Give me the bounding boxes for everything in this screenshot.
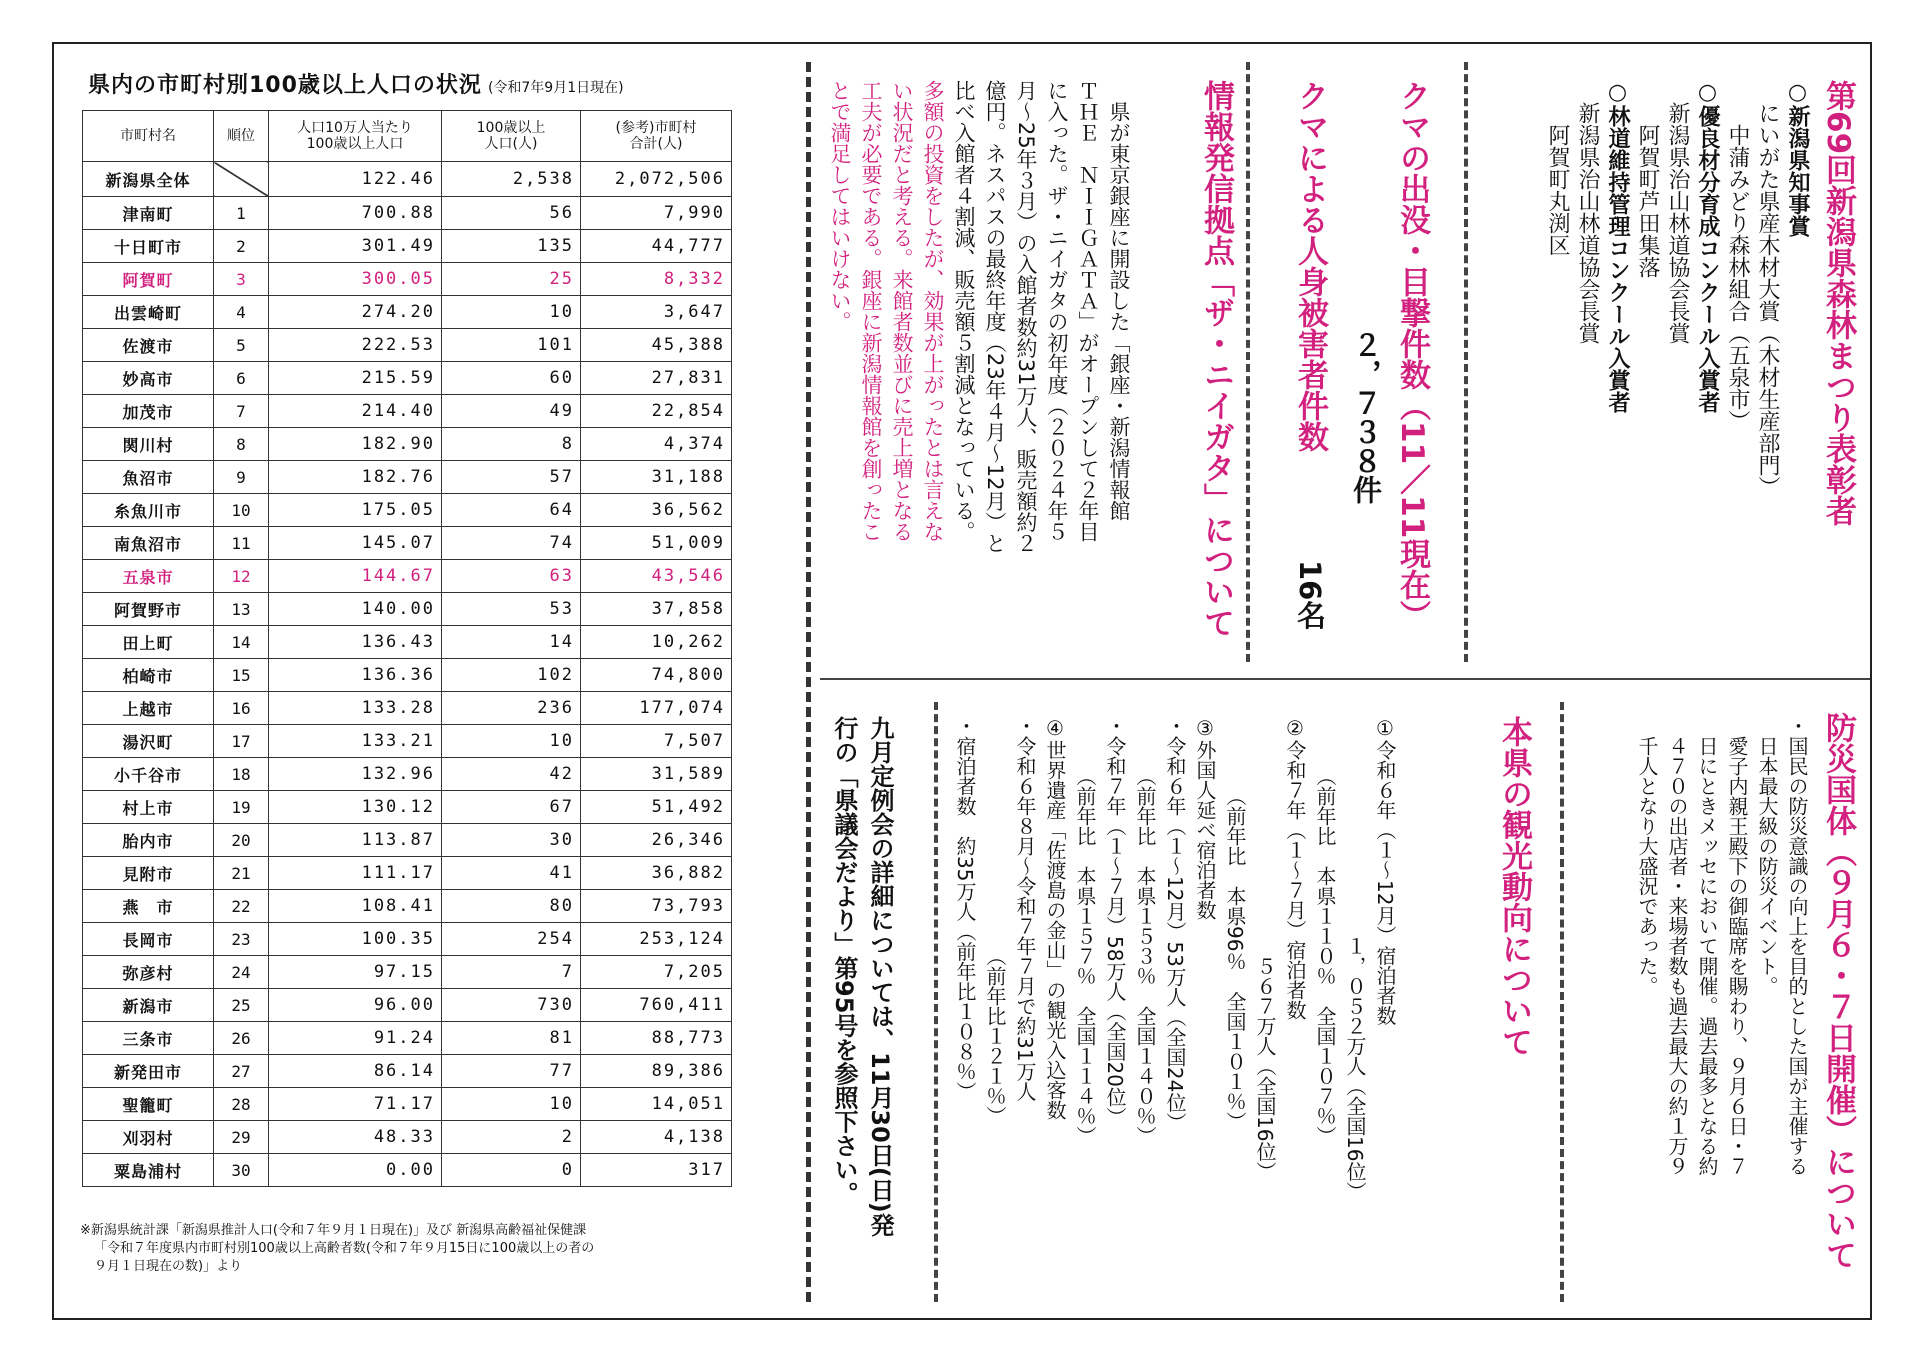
table-row — [83, 263, 732, 296]
cell-per100k: 182.76 — [269, 461, 442, 494]
bousai-line: 愛子内親王殿下の御臨席を賜わり、９月６日・７ — [1725, 716, 1749, 1176]
cell-over100: 10 — [442, 725, 581, 758]
cell-population: 2,072,506 — [581, 162, 732, 197]
cell-rank: 8 — [214, 428, 269, 461]
cell-rank: 30 — [214, 1154, 269, 1187]
cell-rank: 3 — [214, 263, 269, 296]
cell-rank: 2 — [214, 230, 269, 263]
bousai-line: 日にときメッセにおいて開催。過去最多となる約 — [1695, 716, 1719, 1176]
cell-rank: 12 — [214, 560, 269, 593]
niigata-line: 県が東京銀座に開設した「銀座・新潟情報館 — [1107, 80, 1131, 521]
table-row — [83, 1088, 732, 1121]
cell-per100k: 136.43 — [269, 626, 442, 659]
cell-rank: 16 — [214, 692, 269, 725]
bousai-line: 日本最大級の防災イベント。 — [1755, 716, 1779, 996]
table-row — [83, 527, 732, 560]
bear-value-2: 16名 — [1293, 560, 1327, 630]
tourism-line: ・令和６年８月〜令和７年７月で約31万人 — [1013, 716, 1037, 1102]
note-line: 「令和７年度県内市町村別100歳以上高齢者数(令和７年９月15日に100歳以上の者の — [94, 1241, 595, 1256]
forest-line: 新潟県治山林道協会長賞 — [1575, 80, 1600, 344]
niigata-line: ＴＨＥ ＮＩＩＧＡＴＡ」がオープンして２年目 — [1076, 80, 1100, 542]
cell-rank: 21 — [214, 857, 269, 890]
bear-heading-1: クマの出没・目撃件数（11／11現在） — [1394, 80, 1430, 632]
cell-population: 37,858 — [581, 593, 732, 626]
cell-name: 津南町 — [83, 197, 214, 230]
cell-rank: 27 — [214, 1055, 269, 1088]
tourism-heading: 本県の観光動向について — [1496, 716, 1532, 1057]
cell-name: 田上町 — [83, 626, 214, 659]
cell-population: 22,854 — [581, 395, 732, 428]
cell-population: 7,990 — [581, 197, 732, 230]
cell-rank: 28 — [214, 1088, 269, 1121]
table-row — [83, 824, 732, 857]
forest-line: ○林道維持管理コンクール入賞者 — [1605, 80, 1630, 413]
cell-name: 阿賀野市 — [83, 593, 214, 626]
tourism-line: （前年比 本県96％ 全国１０１％） — [1223, 716, 1247, 1132]
session-note-line: 行の「県議会だより」第95号を参照下さい。 — [830, 716, 858, 1206]
cell-population: 26,346 — [581, 824, 732, 857]
cell-over100: 7 — [442, 956, 581, 989]
cell-over100: 30 — [442, 824, 581, 857]
cell-per100k: 122.46 — [269, 162, 442, 197]
cell-over100: 10 — [442, 1088, 581, 1121]
bottom-divider-1 — [1560, 702, 1564, 1302]
cell-over100: 2 — [442, 1121, 581, 1154]
row-divider — [820, 678, 1870, 680]
cell-rank: 14 — [214, 626, 269, 659]
col-header-over100: 100歳以上 人口(人) — [442, 111, 581, 162]
cell-rank: 7 — [214, 395, 269, 428]
cell-per100k: 700.88 — [269, 197, 442, 230]
table-row — [83, 659, 732, 692]
table-row — [83, 989, 732, 1022]
niigata-opinion-line: い状況だと考える。来館者数並びに売上増となる — [890, 80, 914, 542]
tourism-line: ②令和７年（１〜７月）宿泊者数 — [1283, 716, 1307, 1020]
cell-over100: 60 — [442, 362, 581, 395]
cell-population: 31,188 — [581, 461, 732, 494]
table-row — [83, 758, 732, 791]
cell-population: 51,009 — [581, 527, 732, 560]
cell-name: 小千谷市 — [83, 758, 214, 791]
cell-rank: 5 — [214, 329, 269, 362]
cell-per100k: 108.41 — [269, 890, 442, 923]
cell-per100k: 136.36 — [269, 659, 442, 692]
cell-name: 胎内市 — [83, 824, 214, 857]
cell-over100: 101 — [442, 329, 581, 362]
table-row — [83, 1022, 732, 1055]
table-row — [83, 362, 732, 395]
cell-rank: 29 — [214, 1121, 269, 1154]
cell-rank: 9 — [214, 461, 269, 494]
cell-name: 南魚沼市 — [83, 527, 214, 560]
cell-per100k: 71.17 — [269, 1088, 442, 1121]
tourism-line: （前年比 本県１１０％ 全国１０７％） — [1313, 716, 1337, 1146]
cell-population: 14,051 — [581, 1088, 732, 1121]
cell-name: 魚沼市 — [83, 461, 214, 494]
bousai-line: 千人となり大盛況であった。 — [1635, 716, 1659, 996]
column-divider — [806, 62, 811, 1302]
bousai-heading: 防災国体（９月６・７日開催）について — [1820, 712, 1856, 1270]
cell-over100: 42 — [442, 758, 581, 791]
bousai-line: ・国民の防災意識の向上を目的とした国が主催する — [1785, 716, 1809, 1176]
tourism-line: ③外国人延べ宿泊者数 — [1193, 716, 1217, 920]
cell-rank: 22 — [214, 890, 269, 923]
cell-rank: 6 — [214, 362, 269, 395]
table-row — [83, 461, 732, 494]
table-row — [83, 1121, 732, 1154]
cell-per100k: 0.00 — [269, 1154, 442, 1187]
table-notes — [80, 1222, 594, 1276]
cell-per100k: 215.59 — [269, 362, 442, 395]
cell-per100k: 140.00 — [269, 593, 442, 626]
forest-line: にいがた県産木材大賞（木材生産部門） — [1755, 80, 1780, 498]
cell-over100: 8 — [442, 428, 581, 461]
cell-name: 阿賀町 — [83, 263, 214, 296]
tourism-line: （前年比 本県１５７％ 全国１１４％） — [1073, 716, 1097, 1146]
cell-over100: 730 — [442, 989, 581, 1022]
cell-per100k: 274.20 — [269, 296, 442, 329]
session-note-line: 九月定例会の詳細については、11月30日(日)発 — [866, 716, 894, 1237]
cell-name: 新潟県全体 — [83, 162, 214, 197]
cell-over100: 53 — [442, 593, 581, 626]
bear-value-1: ２，７３８件 — [1349, 330, 1383, 504]
forest-line: 阿賀町芦田集落 — [1635, 80, 1660, 278]
cell-name: 五泉市 — [83, 560, 214, 593]
cell-name: 佐渡市 — [83, 329, 214, 362]
cell-name: 村上市 — [83, 791, 214, 824]
cell-population: 317 — [581, 1154, 732, 1187]
bousai-body — [1632, 716, 1812, 1176]
cell-population: 3,647 — [581, 296, 732, 329]
tourism-body — [950, 716, 1400, 1201]
cell-rank: 18 — [214, 758, 269, 791]
table-row — [83, 428, 732, 461]
table-row — [83, 890, 732, 923]
tourism-line: ・宿泊者数 約35万人（前年比１０８％） — [953, 716, 977, 1102]
cell-name: 新発田市 — [83, 1055, 214, 1088]
cell-name: 妙高市 — [83, 362, 214, 395]
bottom-divider-2 — [934, 702, 938, 1302]
table-row — [83, 494, 732, 527]
top-divider-1 — [1464, 62, 1468, 662]
cell-over100: 10 — [442, 296, 581, 329]
cell-rank: 26 — [214, 1022, 269, 1055]
cell-per100k: 113.87 — [269, 824, 442, 857]
niigata-heading: 情報発信拠点「ザ・ニイガタ」について — [1198, 80, 1234, 638]
table-row — [83, 560, 732, 593]
cell-per100k: 175.05 — [269, 494, 442, 527]
table-row — [83, 197, 732, 230]
table-row — [83, 626, 732, 659]
cell-population: 8,332 — [581, 263, 732, 296]
cell-over100: 67 — [442, 791, 581, 824]
cell-name: 出雲崎町 — [83, 296, 214, 329]
niigata-line: 億円。ネスパスの最終年度（23年４月〜12月）と — [983, 80, 1007, 554]
cell-population: 74,800 — [581, 659, 732, 692]
cell-over100: 81 — [442, 1022, 581, 1055]
cell-population: 43,546 — [581, 560, 732, 593]
niigata-line: 月〜25年３月）の入館者数約31万人、販売額約２ — [1014, 80, 1038, 554]
cell-rank: 20 — [214, 824, 269, 857]
table-row-total — [83, 162, 732, 197]
col-header-population: (参考)市町村 合計(人) — [581, 111, 732, 162]
cell-over100: 14 — [442, 626, 581, 659]
cell-population: 89,386 — [581, 1055, 732, 1088]
cell-over100: 25 — [442, 263, 581, 296]
note-line: ９月１日現在の数)」より — [94, 1259, 243, 1274]
niigata-opinion-line: 工夫が必要である。銀座に新潟情報館を創ったこ — [859, 80, 883, 542]
niigata-line: に入った。ザ・ニイガタの初年度（２０２４年５ — [1045, 80, 1069, 542]
tourism-line: １，０５２万人（全国16位） — [1343, 716, 1367, 1202]
table-row — [83, 329, 732, 362]
cell-over100: 41 — [442, 857, 581, 890]
tourism-line: ①令和６年（１〜12月）宿泊者数 — [1373, 716, 1397, 1026]
cell-population: 51,492 — [581, 791, 732, 824]
cell-rank: 19 — [214, 791, 269, 824]
cell-per100k: 97.15 — [269, 956, 442, 989]
niigata-body — [824, 80, 1134, 660]
tourism-line: ④世界遺産「佐渡島の金山」の観光入込客数 — [1043, 716, 1067, 1120]
cell-population: 177,074 — [581, 692, 732, 725]
cell-over100: 102 — [442, 659, 581, 692]
table-row — [83, 923, 732, 956]
forest-line: ○優良材分育成コンクール入賞者 — [1695, 80, 1720, 413]
top-divider-2 — [1246, 62, 1250, 662]
cell-population: 36,562 — [581, 494, 732, 527]
cell-rank: 1 — [214, 197, 269, 230]
cell-name: 長岡市 — [83, 923, 214, 956]
tourism-line: ・令和７年（１〜７月）58万人（全国20位） — [1103, 716, 1127, 1127]
cell-per100k: 130.12 — [269, 791, 442, 824]
table-row — [83, 692, 732, 725]
cell-population: 88,773 — [581, 1022, 732, 1055]
niigata-line: 比べ入館者４割減、販売額５割減となっている。 — [952, 80, 976, 542]
cell-per100k: 96.00 — [269, 989, 442, 1022]
cell-per100k: 300.05 — [269, 263, 442, 296]
col-header-per100k: 人口10万人当たり 100歳以上人口 — [269, 111, 442, 162]
cell-name: 糸魚川市 — [83, 494, 214, 527]
cell-per100k: 222.53 — [269, 329, 442, 362]
cell-over100: 0 — [442, 1154, 581, 1187]
cell-population: 7,205 — [581, 956, 732, 989]
cell-over100: 254 — [442, 923, 581, 956]
bousai-line: ４７０の出店者・来場者数も過去最大の約１万９ — [1665, 716, 1689, 1176]
cell-rank: 24 — [214, 956, 269, 989]
cell-rank: 25 — [214, 989, 269, 1022]
table-row — [83, 725, 732, 758]
forest-heading: 第69回新潟県森林まつり表彰者 — [1820, 80, 1856, 527]
bear-heading-2: クマによる人身被害者件数 — [1292, 80, 1328, 452]
cell-population: 253,124 — [581, 923, 732, 956]
table-header-row — [83, 111, 732, 162]
tourism-line: （前年比１２１％） — [983, 716, 1007, 1126]
table-row — [83, 395, 732, 428]
cell-over100: 77 — [442, 1055, 581, 1088]
session-note — [826, 716, 898, 1237]
table-row — [83, 1154, 732, 1187]
cell-population: 4,374 — [581, 428, 732, 461]
table-row — [83, 791, 732, 824]
cell-name: 十日町市 — [83, 230, 214, 263]
table-title — [88, 68, 624, 99]
cell-over100: 56 — [442, 197, 581, 230]
cell-name: 燕 市 — [83, 890, 214, 923]
cell-over100: 2,538 — [442, 162, 581, 197]
table-row — [83, 296, 732, 329]
cell-name: 柏崎市 — [83, 659, 214, 692]
cell-population: 4,138 — [581, 1121, 732, 1154]
table-title-text: 県内の市町村別100歳以上人口の状況 — [88, 73, 482, 98]
cell-population: 73,793 — [581, 890, 732, 923]
cell-population: 7,507 — [581, 725, 732, 758]
cell-population: 45,388 — [581, 329, 732, 362]
cell-name: 見附市 — [83, 857, 214, 890]
table-row — [83, 593, 732, 626]
cell-rank: 11 — [214, 527, 269, 560]
cell-per100k: 144.67 — [269, 560, 442, 593]
cell-name: 加茂市 — [83, 395, 214, 428]
table-row — [83, 857, 732, 890]
cell-rank: 13 — [214, 593, 269, 626]
cell-per100k: 100.35 — [269, 923, 442, 956]
table-row — [83, 956, 732, 989]
cell-over100: 57 — [442, 461, 581, 494]
tourism-line: （前年比 本県１５３％ 全国１４０％） — [1133, 716, 1157, 1146]
cell-name: 関川村 — [83, 428, 214, 461]
cell-population: 10,262 — [581, 626, 732, 659]
cell-population: 760,411 — [581, 989, 732, 1022]
cell-per100k: 301.49 — [269, 230, 442, 263]
forest-line: 阿賀町丸渕区 — [1545, 80, 1570, 256]
table-row — [83, 230, 732, 263]
cell-population: 27,831 — [581, 362, 732, 395]
forest-line: ○新潟県知事賞 — [1785, 80, 1810, 237]
cell-over100: 80 — [442, 890, 581, 923]
cell-name: 三条市 — [83, 1022, 214, 1055]
cell-per100k: 111.17 — [269, 857, 442, 890]
cell-per100k: 91.24 — [269, 1022, 442, 1055]
cell-name: 粟島浦村 — [83, 1154, 214, 1187]
cell-population: 36,882 — [581, 857, 732, 890]
cell-name: 上越市 — [83, 692, 214, 725]
col-header-name: 市町村名 — [83, 111, 214, 162]
cell-rank-empty — [214, 162, 269, 197]
cell-rank: 23 — [214, 923, 269, 956]
tourism-line: ・令和６年（１〜12月）53万人（全国24位） — [1163, 716, 1187, 1133]
niigata-opinion-line: 多額の投資をしたが、効果が上がったとは言えな — [921, 80, 945, 542]
forest-line: 中蒲みどり森林組合（五泉市） — [1725, 80, 1750, 432]
cell-per100k: 133.28 — [269, 692, 442, 725]
cell-population: 31,589 — [581, 758, 732, 791]
cell-per100k: 182.90 — [269, 428, 442, 461]
cell-rank: 17 — [214, 725, 269, 758]
col-header-rank: 順位 — [214, 111, 269, 162]
cell-name: 弥彦村 — [83, 956, 214, 989]
cell-name: 刈羽村 — [83, 1121, 214, 1154]
cell-over100: 135 — [442, 230, 581, 263]
cell-per100k: 145.07 — [269, 527, 442, 560]
cell-per100k: 133.21 — [269, 725, 442, 758]
forest-body — [1542, 80, 1812, 498]
cell-per100k: 86.14 — [269, 1055, 442, 1088]
table-title-note: (令和7年9月1日現在) — [487, 80, 624, 96]
note-line: ※新潟県統計課「新潟県推計人口(令和７年９月１日現在)」及び 新潟県高齢福祉保健課 — [80, 1223, 587, 1238]
cell-over100: 49 — [442, 395, 581, 428]
table-row — [83, 1055, 732, 1088]
cell-over100: 236 — [442, 692, 581, 725]
population-table — [82, 110, 732, 1187]
tourism-line: ５６７万人（全国16位） — [1253, 716, 1277, 1182]
forest-line: 新潟県治山林道協会長賞 — [1665, 80, 1690, 344]
cell-over100: 64 — [442, 494, 581, 527]
cell-over100: 63 — [442, 560, 581, 593]
cell-over100: 74 — [442, 527, 581, 560]
cell-rank: 15 — [214, 659, 269, 692]
cell-per100k: 132.96 — [269, 758, 442, 791]
niigata-opinion-line: とで満足してはいけない。 — [828, 80, 852, 332]
cell-per100k: 214.40 — [269, 395, 442, 428]
cell-name: 新潟市 — [83, 989, 214, 1022]
cell-rank: 10 — [214, 494, 269, 527]
cell-per100k: 48.33 — [269, 1121, 442, 1154]
cell-name: 湯沢町 — [83, 725, 214, 758]
cell-name: 聖籠町 — [83, 1088, 214, 1121]
cell-rank: 4 — [214, 296, 269, 329]
cell-population: 44,777 — [581, 230, 732, 263]
